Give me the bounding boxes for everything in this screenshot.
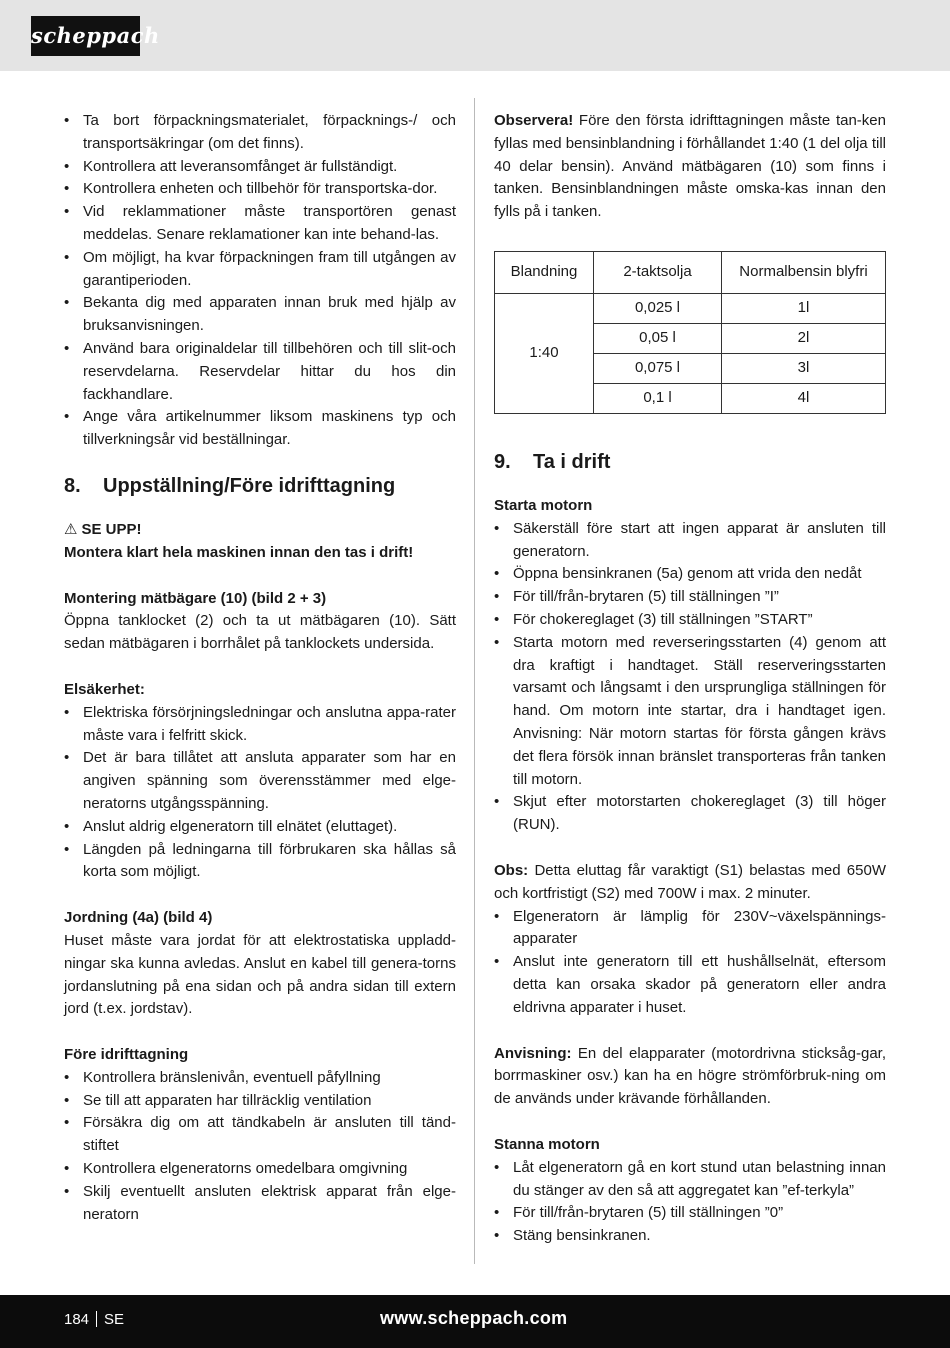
obs-label: Obs:: [494, 861, 529, 879]
list-item: • Vid reklammationer måste transportören genast meddelas. Senare reklamationer kan inte behand-las.: [64, 201, 456, 247]
section-8-heading: [64, 473, 456, 499]
list-item: • Bekanta dig med apparaten innan bruk med hjälp av bruksanvisningen.: [64, 292, 456, 338]
list-item: • Kontrollera enheten och tillbehör för transportska-dor.: [64, 178, 456, 201]
table-row: [495, 293, 886, 323]
warning-label: SE UPP!: [81, 520, 142, 538]
fuel-mix-table: [494, 251, 886, 414]
obs-note: [494, 860, 886, 906]
montering-text: Öppna tanklocket (2) och ta ut mätbägaren (10). Sätt sedan mätbägaren i borrhålet på tanklockets undersida.: [64, 612, 456, 653]
stanna-list: [494, 1157, 886, 1248]
list-item: • För chokereglaget (3) till ställningen ”START”: [494, 609, 886, 632]
list-item: • För till/från-brytaren (5) till ställningen ”0”: [494, 1202, 886, 1225]
list-item: • Försäkra dig om att tändkabeln är ansluten till tänd-stiftet: [64, 1112, 456, 1158]
petrol-cell: 2l: [722, 323, 886, 353]
list-item: • Se till att apparaten har tillräcklig ventilation: [64, 1090, 456, 1113]
elsakerhet-list: [64, 702, 456, 884]
oil-cell: 0,05 l: [594, 323, 722, 353]
petrol-cell: 1l: [722, 293, 886, 323]
starta-heading: Starta motorn: [494, 496, 593, 514]
obs-text: Detta eluttag får varaktigt (S1) belastas med 650W och kortfristigt (S2) med 700W i max. 2 minuter.: [494, 861, 886, 902]
anvisning-text: En del elapparater (motordrivna sticksåg-gar, borrmaskiner osv.) kan ha en högre strömförbruk-ning om de används under krävande förhållanden.: [494, 1044, 886, 1108]
list-item: • Det är bara tillåtet att ansluta apparater som har en angiven spänning som överensstämmer med elge-neratorns utgångsspänning.: [64, 747, 456, 815]
list-item: • Säkerställ före start att ingen apparat är ansluten till generatorn.: [494, 518, 886, 564]
observera-text: Före den första idrifttagningen måste tan-ken fyllas med bensinblandning i förhållandet 1:40 (1 del olja till 40 delar bensin). Använd mätbägaren (10) som finns i tanken. Bensinblandningen måste omska-kas innan den fylls på i tanken.: [494, 112, 886, 221]
list-item: • Ange våra artikelnummer liksom maskinens typ och tillverkningsår vid beställningar.: [64, 406, 456, 452]
petrol-cell: 3l: [722, 353, 886, 383]
list-item: • Om möjligt, ha kvar förpackningen fram till utgången av garantiperioden.: [64, 247, 456, 293]
scheppach-logo: scheppach: [31, 16, 140, 56]
section-number: 8.: [64, 474, 81, 497]
oil-cell: 0,1 l: [594, 383, 722, 413]
list-item: • Kontrollera att leveransomfånget är fullständigt.: [64, 156, 456, 179]
fore-idrifttagning-heading: Före idrifttagning: [64, 1046, 189, 1064]
page-footer: [0, 1295, 950, 1348]
warning-text: Montera klart hela maskinen innan den tas i drift!: [64, 543, 414, 561]
list-item: • Anslut aldrig elgeneratorn till elnätet (eluttaget).: [64, 816, 456, 839]
section-title: Ta i drift: [533, 450, 611, 473]
column-header: Blandning: [495, 251, 594, 293]
list-item: • Längden på ledningarna till förbrukaren ska hållas så korta som möjligt.: [64, 839, 456, 885]
observera-label: Observera!: [494, 112, 574, 129]
right-column: [494, 110, 886, 1248]
observera-note: [494, 110, 886, 224]
list-item: • Skjut efter motorstarten chokereglaget (3) till höger (RUN).: [494, 791, 886, 837]
column-divider: [474, 98, 475, 1264]
list-item: • Skilj eventuellt ansluten elektrisk apparat från elge-neratorn: [64, 1181, 456, 1227]
oil-cell: 0,075 l: [594, 353, 722, 383]
list-item: • Ta bort förpackningsmaterialet, förpacknings-/ och transportsäkringar (om det finns).: [64, 110, 456, 156]
page-header: [0, 0, 950, 71]
section-number: 9.: [494, 450, 511, 473]
page-number-value: 184: [64, 1311, 90, 1328]
jordning-text: Huset måste vara jordat för att elektrostatiska uppladd-ningar ska kunna avledas. Anslut en kabel till genera-torns jordanslutning på ena sidan och på andra sidan till extern jord (t.ex. jordstav).: [64, 931, 456, 1018]
starta-list: [494, 518, 886, 837]
list-item: • Elgeneratorn är lämplig för 230V~växelspännings-apparater: [494, 906, 886, 952]
jordning-heading: Jordning (4a) (bild 4): [64, 909, 213, 927]
language-code: SE: [104, 1311, 125, 1328]
fore-idrifttagning-list: [64, 1067, 456, 1227]
table-header-row: [495, 251, 886, 293]
separator: [96, 1311, 97, 1327]
montering-heading: Montering mätbägare (10) (bild 2 + 3): [64, 589, 327, 607]
left-column: [64, 110, 456, 1226]
section-title: Uppställning/Före idrifttagning: [103, 474, 396, 497]
list-item: • Öppna bensinkranen (5a) genom att vrida den nedåt: [494, 563, 886, 586]
anvisning-label: Anvisning:: [494, 1044, 572, 1062]
elsakerhet-heading: Elsäkerhet:: [64, 680, 145, 698]
list-item: • Kontrollera bränslenivån, eventuell påfyllning: [64, 1067, 456, 1090]
page-number: [64, 1311, 124, 1328]
column-header: Normalbensin blyfri: [722, 251, 886, 293]
list-item: • Anslut inte generatorn till ett hushållselnät, eftersom detta kan orsaka skador på generatorn eller andra eldrivna apparater i huset.: [494, 951, 886, 1019]
list-item: • Använd bara originaldelar till tillbehören och till slit-och reservdelarna. Reservdelar hittar du hos din fackhandlare.: [64, 338, 456, 406]
column-header: 2-taktsolja: [594, 251, 722, 293]
list-item: • Låt elgeneratorn gå en kort stund utan belastning innan du stänger av den så att aggregatet kan ”ef-terkyla”: [494, 1157, 886, 1203]
section-9-heading: [494, 449, 886, 475]
stanna-heading: Stanna motorn: [494, 1135, 600, 1153]
list-item: • Elektriska försörjningsledningar och anslutna appa-rater måste vara i felfritt skick.: [64, 702, 456, 748]
warning-triangle-icon: ⚠: [64, 520, 78, 538]
mix-ratio-cell: 1:40: [495, 293, 594, 413]
anvisning-note: [494, 1043, 886, 1111]
oil-cell: 0,025 l: [594, 293, 722, 323]
intro-list: [64, 110, 456, 452]
list-item: • Stäng bensinkranen.: [494, 1225, 886, 1248]
obs-list: [494, 906, 886, 1020]
list-item: • Starta motorn med reverseringsstarten (4) genom att dra kraftigt i handtaget. Ställ reserveringsstarten varsamt och långsamt i den ursprungliga ställningen för hand. Om motorn inte startar, dra i handtaget igen. Anvisning: När motorn startas för första gången krävs det flera försök innan bränslet transporteras från tanken till motorn.: [494, 632, 886, 792]
list-item: • För till/från-brytaren (5) till ställningen ”I”: [494, 586, 886, 609]
website-link[interactable]: www.scheppach.com: [380, 1308, 568, 1328]
petrol-cell: 4l: [722, 383, 886, 413]
warning-title: [64, 519, 456, 542]
list-item: • Kontrollera elgeneratorns omedelbara omgivning: [64, 1158, 456, 1181]
